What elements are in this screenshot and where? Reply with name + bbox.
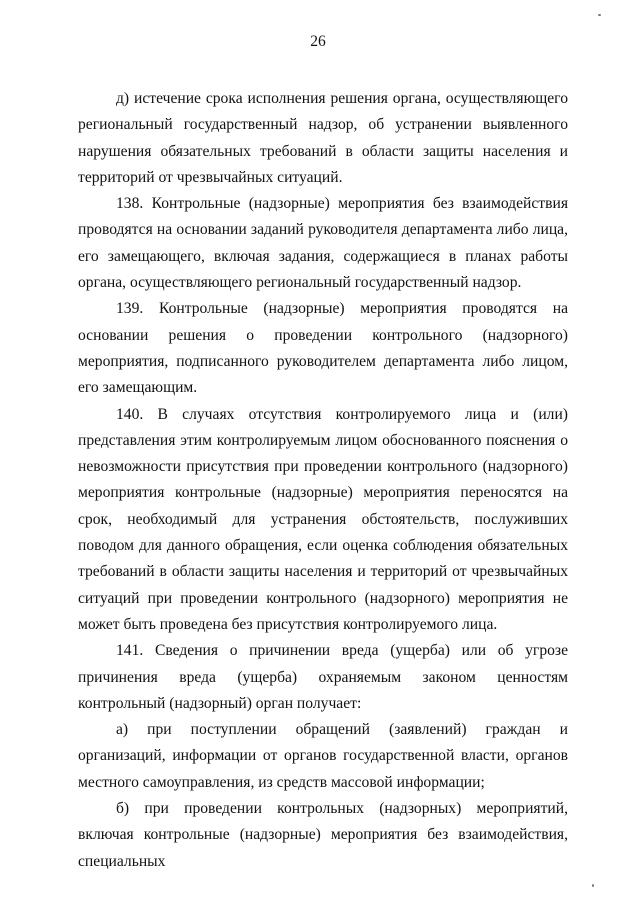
paragraph-139: 139. Контрольные (надзорные) мероприятия проводятся на основании решения о проведении контрольного (надзорного) мероприятия, подписанного руководителем департамента либо лицом, его замещающим. [78,300,568,397]
document-body [78,86,568,875]
paragraph-d-deadline-expiry: д) истечение срока исполнения решения органа, осуществляющего региональный государственный надзор, об устранении выявленного нарушения обязательных требований в области защиты населения и территорий от чрезвычайных ситуаций. [78,90,568,186]
paragraph-141-b: б) при проведении контрольных (надзорных) мероприятий, включая контрольные (надзорные) мероприятия без взаимодействия, специальных [78,800,568,870]
page-number: 26 [310,33,326,50]
paragraph-140: 140. В случаях отсутствия контролируемого лица и (или) представления этим контролируемым лицом обоснованного пояснения о невозможности присутствия при проведении контрольного (надзорного) мероприятия контрольные (надзорные) мероприятия переносятся на срок, необходимый для устранения обстоятельств, послуживших поводом для данного обращения, если оценка соблюдения обязательных требований в области защиты населения и территорий от чрезвычайных ситуаций при проведении контрольного (надзорного) мероприятия не может быть проведена без присутствия контролируемого лица. [78,405,568,633]
paragraph-141: 141. Сведения о причинении вреда (ущерба) или об угрозе причинения вреда (ущерба) охраняемым законом ценностям контрольный (надзорный) орган получает: [78,642,568,712]
paragraph-138: 138. Контрольные (надзорные) мероприятия без взаимодействия проводятся на основании заданий руководителя департамента либо лица, его замещающего, включая задания, содержащиеся в планах работы органа, осуществляющего региональный государственный надзор. [78,195,568,292]
paragraph-141-a: а) при поступлении обращений (заявлений) граждан и организаций, информации от органов государственной власти, органов местного самоуправления, из средств массовой информации; [78,721,568,791]
scan-speck [598,14,601,16]
scan-speck [592,884,594,887]
